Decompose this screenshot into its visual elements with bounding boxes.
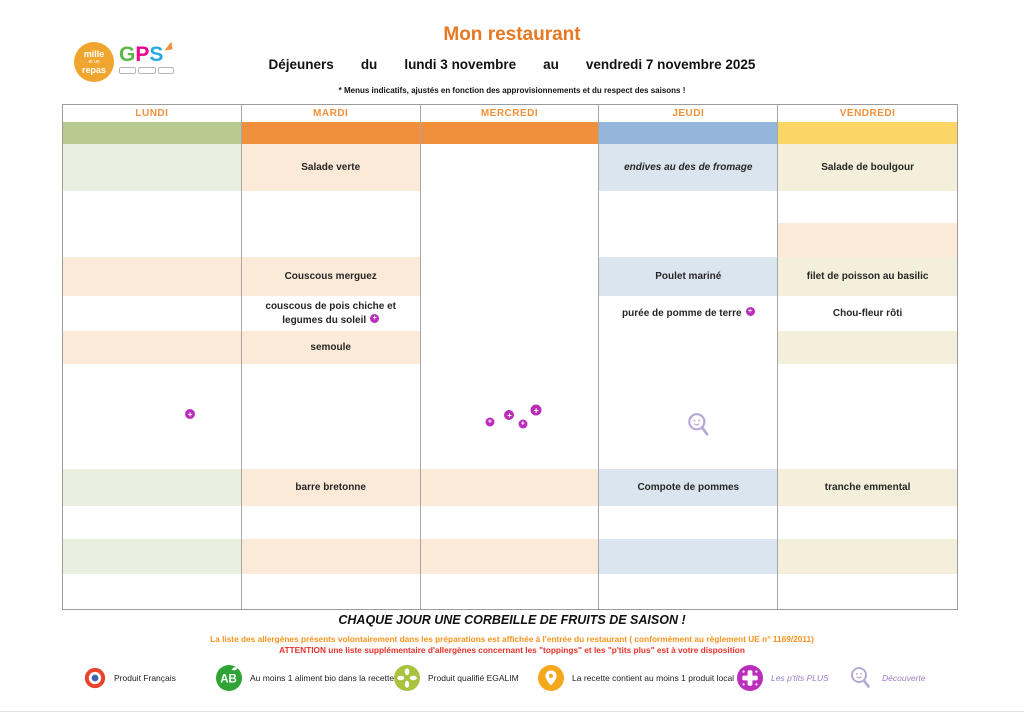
mille-repas-logo: mille et un repas [74,42,114,82]
menu-item-text: tranche emmental [824,481,911,493]
date-range-line [0,57,1024,72]
menu-cell [421,364,599,469]
menu-cell [242,122,420,144]
allergen-notice-2: ATTENTION une liste supplémentaire d'allergènes concernant les "toppings" et les "p'tits plus" est à votre disposition [279,645,745,655]
menu-cell [778,506,957,539]
day-header [63,105,241,122]
day-header [778,105,957,122]
menu-cell [599,539,777,574]
menu-item-text: Salade verte [301,161,361,173]
date-start: lundi 3 novembre [404,57,517,72]
menu-cell [778,223,957,257]
menu-cell [242,191,420,223]
menu-cell [778,296,957,331]
menu-cell [242,223,420,257]
ptits-plus-icon [737,665,763,691]
ptits-plus-icon: + [370,314,379,323]
date-end: vendredi 7 novembre 2025 [585,57,756,72]
local-pin-icon [538,665,564,691]
day-name: JEUDI [672,108,705,119]
legend-label: Au moins 1 aliment bio dans la recette [250,673,395,683]
menu-cell [778,364,957,469]
menu-cell [599,469,777,506]
menu-item-text: barre bretonne [295,481,366,493]
legend-item [394,662,519,694]
menu-item-text: Compote de pommes [637,481,740,493]
menu-cell [778,191,957,223]
menu-cell [421,506,599,539]
menu-cell [63,257,241,296]
ptits-plus-icon: + [185,409,195,419]
menu-cell [421,331,599,364]
menu-cell [242,469,420,506]
day-name: VENDREDI [839,108,896,119]
ptits-plus-icon: + [531,405,542,416]
menu-item-text: couscous de pois chiche et legumes du soleil + [265,300,396,326]
day-column-vendredi [778,105,957,609]
ptits-plus-icon: + [485,417,494,426]
menu-cell [63,296,241,331]
menu-cell [63,144,241,191]
day-column-mardi [242,105,421,609]
page-title: Mon restaurant [443,24,581,45]
day-header [599,105,777,122]
ptits-plus-icon: + [504,410,514,420]
menu-cell [599,191,777,223]
menu-item-text: purée de pomme de terre + [622,307,754,321]
menu-item-text: endives au des de fromage [624,161,753,173]
day-name: MERCREDI [480,108,539,119]
legend-label: Produit Français [114,673,176,683]
menu-cell [63,364,241,469]
legend-item [84,662,176,694]
menu-item-text: Couscous merguez [284,270,377,282]
day-header [242,105,420,122]
menu-item-text: Chou-fleur rôti [832,307,903,319]
menu-cell [63,191,241,223]
day-header [421,105,599,122]
decouverte-icon [685,411,713,439]
menu-cell [421,574,599,611]
legend-item [538,662,734,694]
menu-cell [778,331,957,364]
mille-repas-logo-text: mille [83,48,105,59]
menu-cell [421,223,599,257]
legend-item [216,662,394,694]
legend-item [737,662,829,694]
menu-cell [599,506,777,539]
menu-cell [421,296,599,331]
ptits-plus-icon: + [746,307,755,316]
menu-item-text: filet de poisson au basilic [806,270,929,282]
weekly-menu-table [62,104,958,610]
ptits-plus-icon: + [518,419,527,428]
decouverte-icon [848,665,874,691]
menu-cell [242,506,420,539]
legend-label: La recette contient au moins 1 produit local [572,673,735,683]
date-word: Déjeuners [268,57,334,72]
egalim-icon [394,665,420,691]
menu-cell [599,574,777,611]
menu-cell [421,144,599,191]
menu-disclaimer: * Menus indicatifs, ajustés en fonction des approvisionnements et du respect des saisons ! [338,86,686,95]
legend-label: Les p'tits PLUS [771,673,829,683]
date-word: au [543,57,559,72]
menu-cell [421,191,599,223]
menu-cell [778,257,957,296]
menu-cell [63,539,241,574]
menu-cell [242,364,420,469]
menu-cell [599,331,777,364]
gps-logo-letters: G P S [119,43,164,66]
menu-cell [242,296,420,331]
menu-cell [599,122,777,144]
menu-cell [599,364,777,469]
day-column-mercredi [421,105,600,609]
menu-cell [599,223,777,257]
day-column-jeudi [599,105,778,609]
menu-cell [242,257,420,296]
menu-cell [63,574,241,611]
menu-cell [421,122,599,144]
day-name: MARDI [313,108,349,119]
bottom-divider [0,711,1024,712]
menu-cell [421,257,599,296]
ab-bio-icon [216,665,242,691]
legend-label: Découverte [882,673,926,683]
allergen-notice-1: La liste des allergènes présents volontairement dans les préparations est affichée à l'entrée du restaurant ( conformément au règlement UE n° 1169/2011) [210,634,814,644]
menu-item-text: Salade de boulgour [821,161,914,173]
menu-cell [778,574,957,611]
menu-cell [599,257,777,296]
menu-cell [421,469,599,506]
menu-cell [242,144,420,191]
legend-label: Produit qualifié EGALIM [428,673,519,683]
date-word: du [360,57,378,72]
menu-cell [599,296,777,331]
svg-text:AB: AB [220,673,237,686]
menu-cell [778,122,957,144]
france-roundel-icon [84,667,106,689]
menu-cell [242,331,420,364]
menu-cell [778,539,957,574]
day-column-lundi [63,105,242,609]
fruits-banner: CHAQUE JOUR UNE CORBEILLE DE FRUITS DE SAISON ! [338,613,686,627]
menu-cell [63,469,241,506]
legend-item [848,662,925,694]
menu-cell [63,331,241,364]
menu-cell [242,539,420,574]
menu-cell [63,223,241,257]
menu-cell [63,506,241,539]
menu-cell [778,469,957,506]
menu-cell [242,574,420,611]
day-name: LUNDI [135,108,169,119]
menu-cell [599,144,777,191]
menu-item-text: Poulet mariné [655,270,722,282]
menu-item-text: semoule [310,341,351,353]
menu-cell [63,122,241,144]
menu-cell [421,539,599,574]
menu-cell [778,144,957,191]
